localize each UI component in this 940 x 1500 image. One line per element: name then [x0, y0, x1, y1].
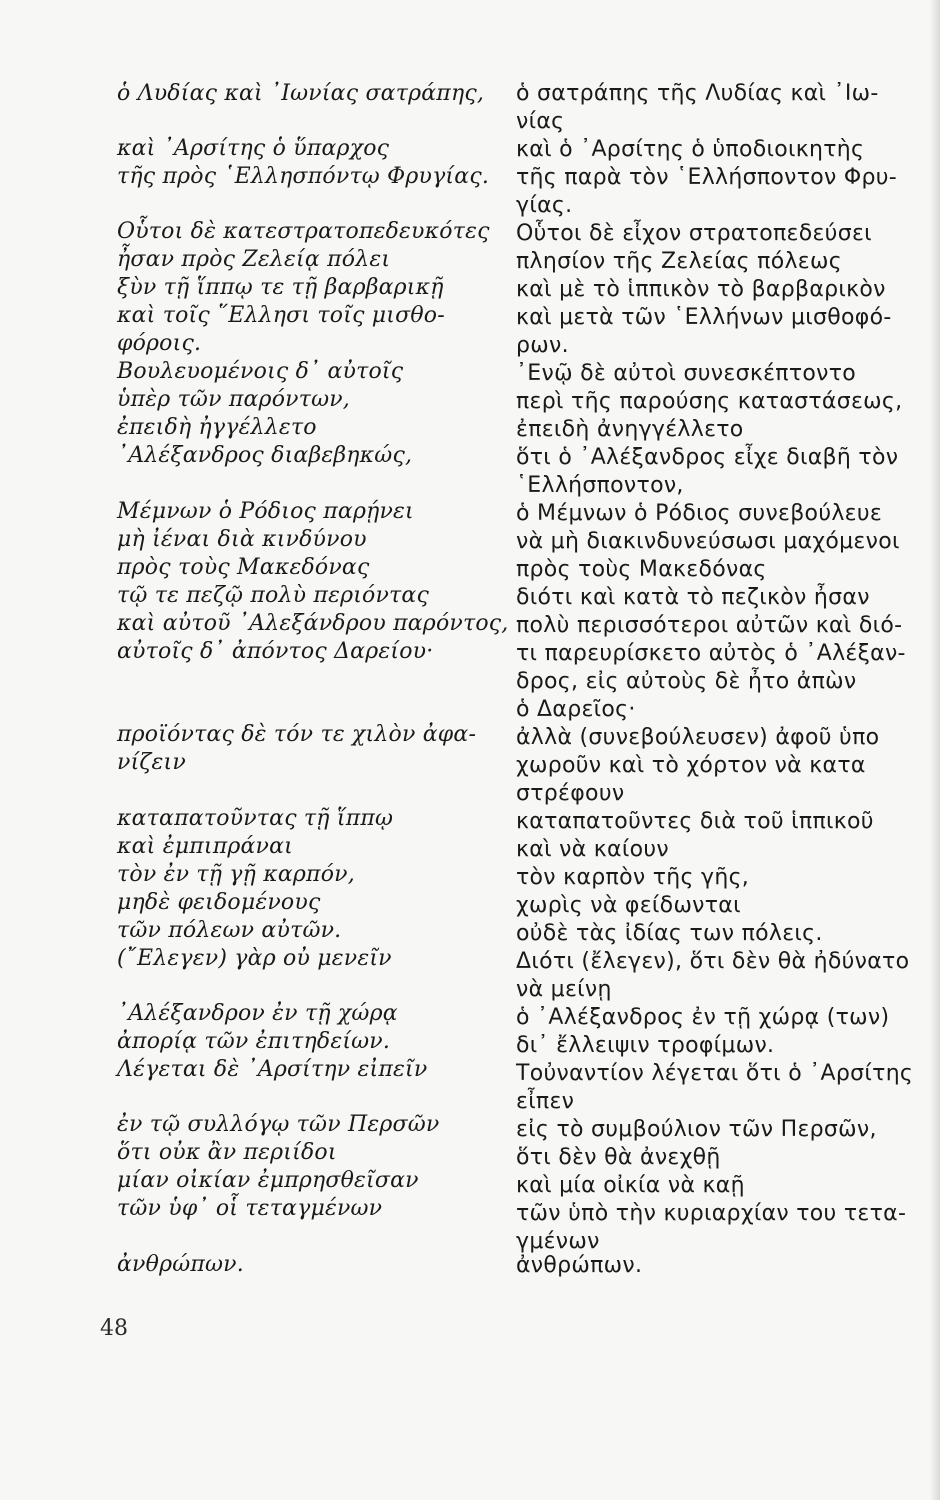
text-line: ἀπορίᾳ τῶν ἐπιτηδείων.	[117, 1029, 391, 1054]
text-line: ξὺν τῇ ἵππῳ τε τῇ βαρβαρικῇ	[117, 275, 444, 300]
text-line: ὁ σατράπης τῆς Λυδίας καὶ ᾽Ιω-	[516, 81, 879, 106]
text-line: ἐν τῷ συλλόγῳ τῶν Περσῶν	[117, 1112, 440, 1137]
text-line: ὁ ᾽Αλέξανδρος ἐν τῇ χώρᾳ (των)	[516, 1005, 890, 1030]
text-line: περὶ τῆς παρούσης καταστάσεως,	[516, 389, 903, 414]
text-line: χωροῦν καὶ τὸ χόρτον νὰ κατα	[516, 753, 866, 778]
text-line: καταπατοῦντας τῇ ἵππῳ	[117, 806, 394, 831]
text-line: καὶ ὁ ᾽Αρσίτης ὁ ὑποδιοικητὴς	[516, 137, 865, 162]
text-line: Διότι (ἔλεγεν), ὅτι δὲν θὰ ἠδύνατο	[516, 949, 910, 974]
text-line: μηδὲ φειδομένους	[117, 890, 321, 915]
text-line: Βουλευομένοις δ᾽ αὐτοῖς	[117, 359, 404, 384]
text-line: πρὸς τοὺς Μακεδόνας	[516, 557, 767, 582]
text-line: χωρὶς νὰ φείδωνται	[516, 893, 741, 918]
text-line: ἐπειδὴ ἠγγέλλετο	[117, 415, 317, 440]
text-line: νίας	[516, 109, 565, 134]
text-line: μὴ ἰέναι διὰ κινδύνου	[117, 527, 367, 552]
text-line: νὰ μὴ διακινδυνεύσωσι μαχόμενοι	[516, 529, 900, 554]
text-line: Λέγεται δὲ ᾽Αρσίτην εἰπεῖν	[117, 1057, 428, 1082]
text-line: καὶ νὰ καίουν	[516, 837, 669, 862]
text-line: μίαν οἰκίαν ἐμπρησθεῖσαν	[117, 1168, 419, 1193]
text-line: τῷ τε πεζῷ πολὺ περιόντας	[117, 583, 430, 608]
text-line: ἀνθρώπων.	[516, 1253, 643, 1278]
text-line: καὶ τοῖς ῞Ελλησι τοῖς μισθο-	[117, 303, 445, 328]
text-line: πρὸς τοὺς Μακεδόνας	[117, 555, 370, 580]
text-line: τῶν πόλεων αὐτῶν.	[117, 918, 342, 943]
text-line: γίας.	[516, 193, 573, 218]
text-line: τῶν ὑφ᾽ οἷ τεταγμένων	[117, 1196, 383, 1221]
text-line: ὅτι οὐκ ἂν περιίδοι	[117, 1140, 337, 1165]
text-line: γμένων	[516, 1229, 600, 1254]
text-line: καταπατοῦντες διὰ τοῦ ἱππικοῦ	[516, 809, 874, 834]
text-line: στρέφουν	[516, 781, 625, 806]
text-line: εἰς τὸ συμβούλιον τῶν Περσῶν,	[516, 1117, 877, 1142]
text-line: ῾Ελλήσποντον,	[516, 473, 684, 498]
text-line: τῆς πρὸς ῾Ελλησπόντῳ Φρυγίας.	[117, 164, 490, 189]
text-line: ἦσαν πρὸς Ζελείᾳ πόλει	[117, 247, 391, 272]
text-line: ὁ Λυδίας καὶ ᾽Ιωνίας σατράπης,	[117, 81, 485, 106]
text-line: ἀνθρώπων.	[117, 1252, 244, 1277]
text-line: πολὺ περισσότεροι αὐτῶν καὶ διό-	[516, 613, 903, 638]
text-line: καὶ αὐτοῦ ᾽Αλεξάνδρου παρόντος,	[117, 611, 509, 636]
text-line: ᾽Αλέξανδρον ἐν τῇ χώρᾳ	[117, 1001, 398, 1026]
text-line: Τοὐναντίον λέγεται ὅτι ὁ ᾽Αρσίτης	[516, 1061, 914, 1086]
text-line: ὑπὲρ τῶν παρόντων,	[117, 387, 350, 412]
text-line: καὶ μία οἰκία νὰ καῇ	[516, 1173, 745, 1198]
text-line: τῶν ὑπὸ τὴν κυριαρχίαν του τετα-	[516, 1201, 907, 1226]
text-line: ᾽Αλέξανδρος διαβεβηκώς,	[117, 443, 413, 468]
text-line: Μέμνων ὁ Ρόδιος παρῄνει	[117, 499, 414, 524]
text-line: ᾽Ενῷ δὲ αὐτοὶ συνεσκέπτοντο	[516, 361, 857, 386]
text-line: νὰ μείνῃ	[516, 977, 612, 1002]
text-line: τῆς παρὰ τὸν ῾Ελλήσποντον Φρυ-	[516, 165, 898, 190]
text-line: νίζειν	[117, 750, 186, 775]
text-line: φόροις.	[117, 331, 202, 356]
text-line: διότι καὶ κατὰ τὸ πεζικὸν ἦσαν	[516, 585, 870, 610]
text-line: ρων.	[516, 333, 569, 358]
text-line: Οὗτοι δὲ εἶχον στρατοπεδεύσει	[516, 221, 872, 246]
text-line: αὐτοῖς δ᾽ ἀπόντος Δαρείου·	[117, 639, 434, 664]
text-line: καὶ μὲ τὸ ἱππικὸν τὸ βαρβαρικὸν	[516, 277, 886, 302]
text-line: τὸν καρπὸν τῆς γῆς,	[516, 865, 750, 890]
text-line: ἀλλὰ (συνεβούλευσεν) ἀφοῦ ὑπο	[516, 725, 880, 750]
text-line: ὅτι ὁ ᾽Αλέξανδρος εἶχε διαβῆ τὸν	[516, 445, 899, 470]
text-line: ἐπειδὴ ἀνηγγέλλετο	[516, 417, 744, 442]
text-line: ὁ Δαρεῖος·	[516, 697, 636, 722]
text-line: προϊόντας δὲ τόν τε χιλὸν ἀφα-	[117, 722, 477, 747]
text-line: καὶ ᾽Αρσίτης ὁ ὕπαρχος	[117, 136, 390, 161]
page-edge-shadow	[930, 0, 940, 1500]
text-line: ὅτι δὲν θὰ ἀνεχθῇ	[516, 1145, 721, 1170]
text-line: Οὗτοι δὲ κατεστρατοπεδευκότες	[117, 219, 490, 244]
text-line: καὶ ἐμπιπράναι	[117, 834, 293, 859]
text-line: τι παρευρίσκετο αὐτὸς ὁ ᾽Αλέξαν-	[516, 641, 906, 666]
text-line: οὐδὲ τὰς ἰδίας των πόλεις.	[516, 921, 823, 946]
text-line: πλησίον τῆς Ζελείας πόλεως	[516, 249, 842, 274]
text-line: δι᾽ ἔλλειψιν τροφίμων.	[516, 1033, 775, 1058]
page-number: 48	[100, 1316, 128, 1341]
text-line: εἶπεν	[516, 1089, 575, 1114]
text-line: (῎Ελεγεν) γὰρ οὐ μενεῖν	[117, 946, 392, 971]
text-line: καὶ μετὰ τῶν ῾Ελλήνων μισθοφό-	[516, 305, 892, 330]
text-line: ὁ Μέμνων ὁ Ρόδιος συνεβούλευε	[516, 501, 883, 526]
text-line: δρος, εἰς αὐτοὺς δὲ ἦτο ἀπὼν	[516, 669, 857, 694]
text-line: τὸν ἐν τῇ γῇ καρπόν,	[117, 862, 355, 887]
